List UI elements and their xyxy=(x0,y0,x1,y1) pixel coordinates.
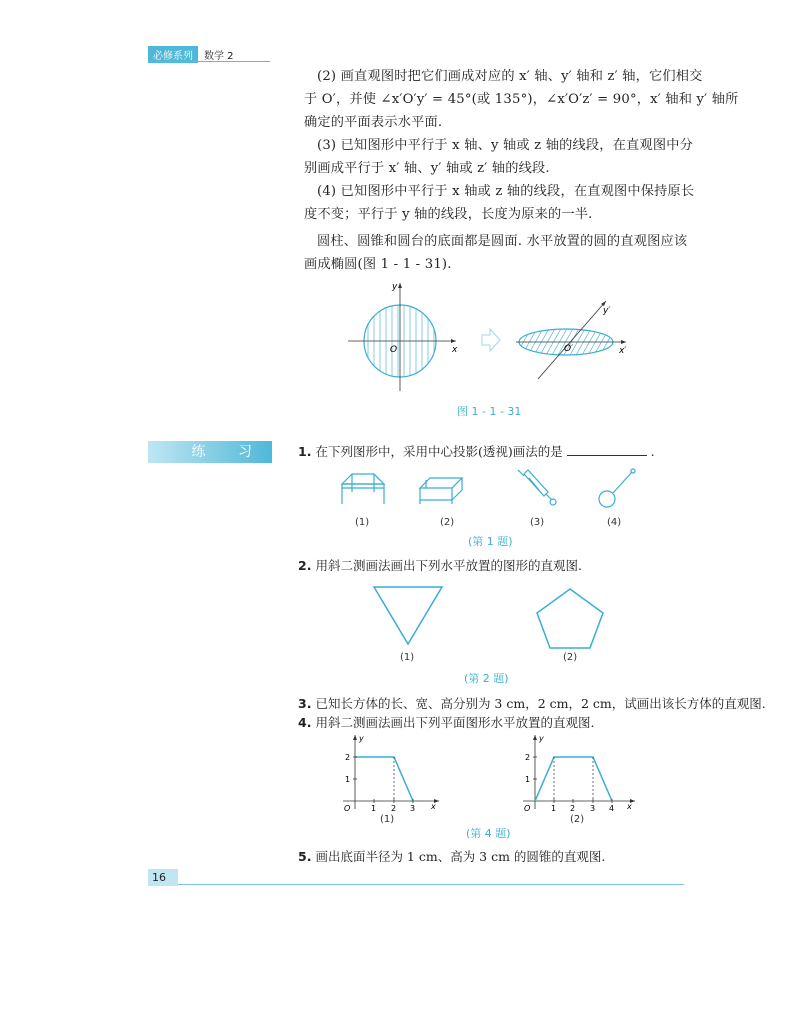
g1-origin: O xyxy=(344,804,351,813)
regular-pentagon xyxy=(537,589,603,648)
parallel-bed xyxy=(420,478,462,504)
ex2-label-2: (2) xyxy=(563,652,578,663)
text-line: 度不变；平行于 y 轴的线段，长度为原来的一半. xyxy=(304,207,593,222)
g1-tick-y-1: 1 xyxy=(345,775,351,784)
ex1-caption: (第 1 题) xyxy=(468,535,513,548)
text-line: (3) 已知图形中平行于 x 轴、y 轴或 z 轴的线段，在直观图中分 xyxy=(317,138,693,153)
exercise-1-figures xyxy=(330,466,640,516)
g2-origin: O xyxy=(524,804,531,813)
exercise-text: 画出底面半径为 1 cm、高为 3 cm 的圆锥的直观图. xyxy=(315,849,606,864)
series-label: 必修系列 xyxy=(148,46,198,63)
graph-1-shape xyxy=(355,757,413,801)
exercise-2-figures xyxy=(360,582,610,652)
graph-1-axes xyxy=(343,735,439,809)
text-line: 确定的平面表示水平面. xyxy=(304,115,443,130)
figure-caption: 图 1 - 1 - 31 xyxy=(457,405,522,418)
exercise-number: 5. xyxy=(298,849,312,864)
origin-label-prime: O′ xyxy=(564,344,574,354)
ball-with-handle xyxy=(599,469,635,507)
axis-label-x: x xyxy=(452,345,458,355)
exercise-number: 1. xyxy=(298,444,312,459)
text-line: (4) 已知图形中平行于 x 轴或 z 轴的线段，在直观图中保持原长 xyxy=(317,184,695,199)
header-rule xyxy=(148,61,270,62)
exercise-text: 在下列图形中，采用中心投影(透视)画法的是 xyxy=(315,444,563,459)
g1-axis-x: x xyxy=(431,802,436,811)
page-number: 16 xyxy=(148,869,178,886)
figure-circle-to-ellipse xyxy=(330,275,660,400)
g1-tick-x-2: 2 xyxy=(391,804,397,813)
ex2-caption: (第 2 题) xyxy=(464,672,509,685)
g2-tick-y-2: 2 xyxy=(525,753,531,762)
exercise-3 xyxy=(298,694,766,712)
subject-label: 数学 2 xyxy=(204,50,234,62)
practice-title: 练 习 xyxy=(148,441,272,463)
circle-paragraph xyxy=(304,230,687,276)
g1-tick-y-2: 2 xyxy=(345,753,351,762)
g1-axis-y: y xyxy=(359,734,364,743)
text-line: 画成椭圆(图 1 - 1 - 31). xyxy=(304,257,452,272)
g2-tick-y-1: 1 xyxy=(525,775,531,784)
g2-tick-x-3: 3 xyxy=(590,804,596,813)
ex4-caption: (第 4 题) xyxy=(466,827,511,840)
g2-tick-x-2: 2 xyxy=(570,804,576,813)
graph-2-axes xyxy=(523,735,635,809)
g1-tick-x-1: 1 xyxy=(371,804,377,813)
exercise-1 xyxy=(298,442,655,460)
exercise-number: 2. xyxy=(298,558,312,573)
ex4-label-2: (2) xyxy=(570,814,585,825)
inverted-triangle xyxy=(374,587,442,644)
exercise-text: 用斜二测画法画出下列水平放置的图形的直观图. xyxy=(315,558,582,573)
exercise-end: . xyxy=(650,444,655,459)
exercise-number: 4. xyxy=(298,715,312,730)
ex1-label-2: (2) xyxy=(440,517,455,528)
footer-rule xyxy=(178,884,684,885)
perspective-table xyxy=(342,474,384,504)
exercise-4 xyxy=(298,713,594,731)
transform-arrow xyxy=(482,329,500,351)
g2-axis-x: x xyxy=(627,802,632,811)
exercise-number: 3. xyxy=(298,696,312,711)
ex2-label-1: (1) xyxy=(400,652,415,663)
g1-tick-x-3: 3 xyxy=(410,804,416,813)
text-line: 于 O′，并使 ∠x′O′y′ = 45°(或 135°)，∠x′O′z′ = 90°，x′ 轴和 y′ 轴所 xyxy=(304,92,739,107)
ex1-label-1: (1) xyxy=(355,517,370,528)
axis-label-y: y xyxy=(392,282,398,292)
rules-text xyxy=(304,65,739,226)
axis-label-x-prime: x′ xyxy=(619,346,627,356)
running-header xyxy=(148,47,234,61)
ex4-label-1: (1) xyxy=(380,814,395,825)
axis-label-y-prime: y′ xyxy=(603,306,611,316)
answer-blank xyxy=(567,443,647,456)
origin-label: O xyxy=(390,345,398,355)
ex1-label-3: (3) xyxy=(530,517,545,528)
exercise-5 xyxy=(298,847,605,865)
exercise-text: 用斜二测画法画出下列平面图形水平放置的直观图. xyxy=(315,715,595,730)
g2-tick-x-4: 4 xyxy=(609,804,615,813)
rolling-pin xyxy=(518,470,556,505)
ex1-label-4: (4) xyxy=(607,517,622,528)
exercise-2 xyxy=(298,556,582,574)
text-line: (2) 画直观图时把它们画成对应的 x′ 轴、y′ 轴和 z′ 轴，它们相交 xyxy=(317,69,703,84)
graph-2-shape xyxy=(535,757,612,801)
exercise-4-figures xyxy=(335,733,655,813)
text-line: 别画成平行于 x′ 轴、y′ 轴或 z′ 轴的线段. xyxy=(304,161,550,176)
g2-axis-y: y xyxy=(539,734,544,743)
text-line: 圆柱、圆锥和圆台的底面都是圆面. 水平放置的圆的直观图应该 xyxy=(317,234,688,249)
exercise-text: 已知长方体的长、宽、高分别为 3 cm，2 cm，2 cm，试画出该长方体的直观图. xyxy=(315,696,766,711)
g2-tick-x-1: 1 xyxy=(551,804,557,813)
